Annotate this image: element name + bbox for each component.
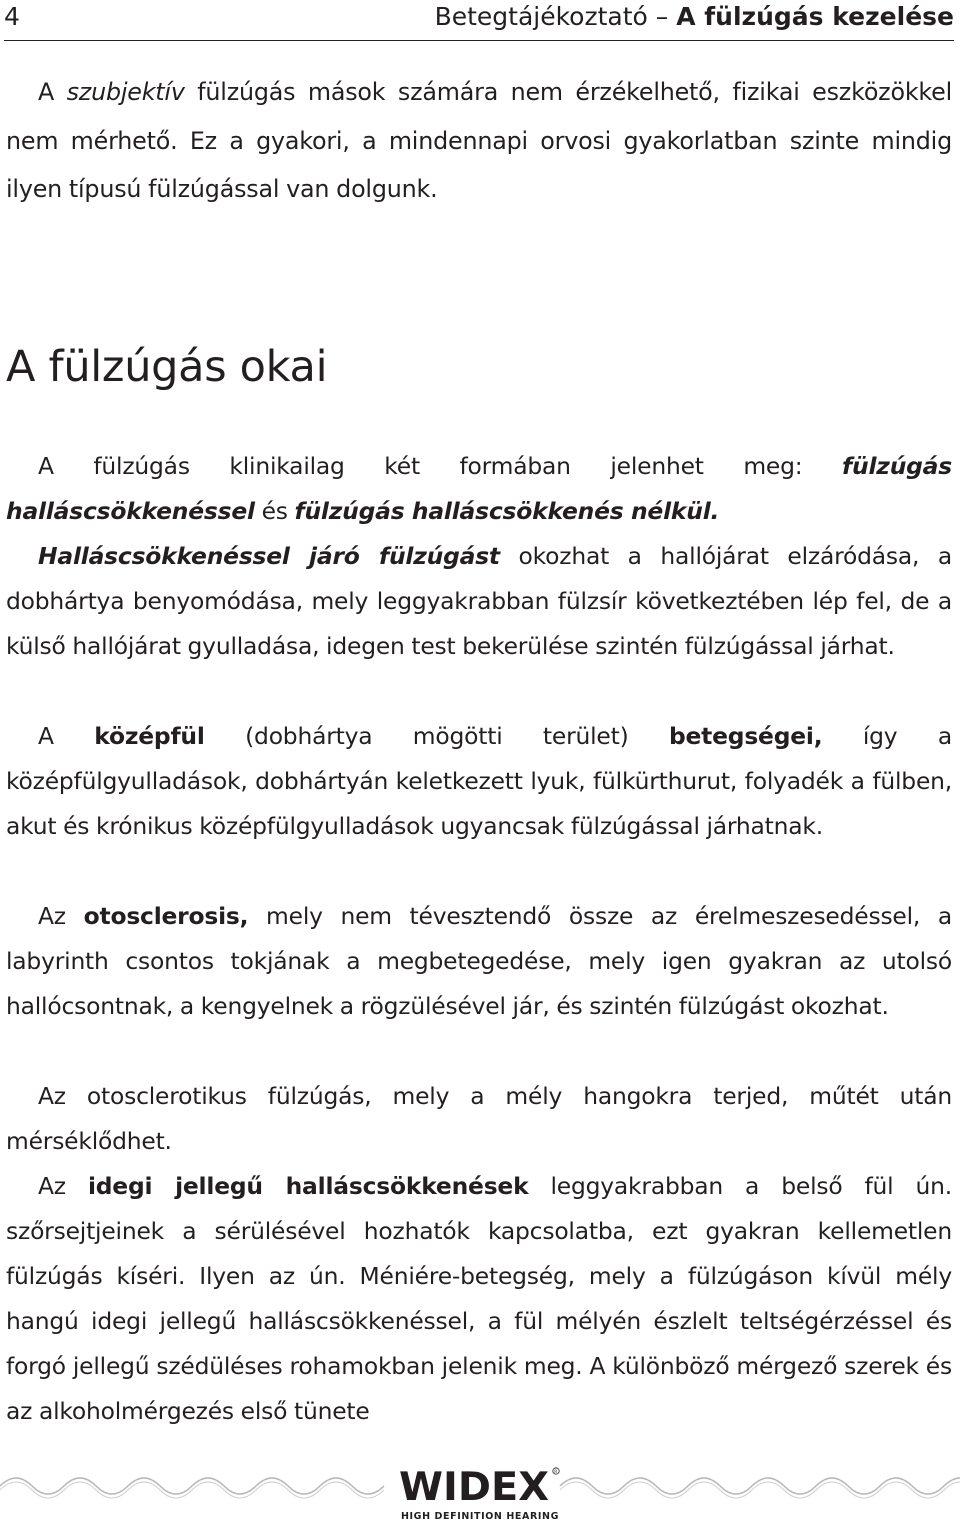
neural-emphasis: idegi jellegű halláscsökkenések <box>87 1172 529 1200</box>
intro-text: A <box>38 78 67 106</box>
brand-tagline: HIGH DEFINITION HEARING <box>401 1511 559 1522</box>
page-footer <box>0 1446 960 1529</box>
otosclerosis-text-2: mely nem tévesztendő össze az érelmeszesedéssel, a labyrinth csontos tokjának a megbetegedése, mely igen gyakran az utolsó hallócsontnak, a kengyelnek a rögzülésével jár, és szintén fülzúgást okozhat. <box>6 902 952 1020</box>
middle-ear-emphasis: középfül <box>94 722 205 750</box>
svg-text:R: R <box>554 1470 558 1475</box>
section-heading: A fülzúgás okai <box>6 342 328 392</box>
intro-text-rest: fülzúgás mások számára nem érzékelhető, fizikai eszközökkel nem mérhető. Ez a gyakori, a mindennapi orvosi gyakorlatban szinte mindig ilyen típusú fülzúgással van dolgunk. <box>6 78 952 203</box>
otosclerotic-paragraph <box>6 1074 952 1164</box>
middle-ear-paragraph <box>6 714 952 849</box>
intro-emphasis: szubjektív <box>66 78 185 106</box>
hearing-loss-text: okozhat a hallójárat elzáródása, a dobhártya benyomódása, mely leggyakrabban fülzsír következtében lép fel, de a külső hallójárat gyulladása, idegen test bekerülése szintén fülzúgással járhat. <box>6 542 952 660</box>
neural-text-2: leggyakrabban a belső fül ún. szőrsejtjeinek a sérülésével hozhatók kapcsolatba, ezt gyakran kellemetlen fülzúgás kíséri. Ilyen az ún. Méniére-betegség, mely a fülzúgáson kívül mély hangú idegi jellegű halláscsökkenéssel, a fül mélyén észlelt teltségérzéssel és forgó jellegű szédüléses rohamokban jelenik meg. A különböző mérgező szerek és az alkoholmérgezés első tünete <box>6 1172 952 1425</box>
neural-text-1: Az <box>38 1172 88 1200</box>
logo-text: WIDEX <box>399 1465 549 1508</box>
running-title-prefix: Betegtájékoztató – <box>434 2 677 31</box>
hearing-loss-paragraph <box>6 534 952 669</box>
middle-ear-text-3: így a középfülgyulladások, dobhártyán keletkezett lyuk, fülkürthurut, folyadék a fülben, akut és krónikus középfülgyulladások ugyancsak fülzúgással járhatnak. <box>6 722 953 840</box>
neural-paragraph <box>6 1164 952 1434</box>
causes-connector: és <box>254 497 295 525</box>
page-number: 4 <box>4 2 20 31</box>
middle-ear-diseases-emphasis: betegségei, <box>668 722 823 750</box>
causes-paragraph <box>6 444 952 534</box>
widex-logo-icon <box>396 1460 564 1508</box>
causes-text: A fülzúgás klinikailag két formában jelenhet meg: <box>38 452 843 480</box>
intro-paragraph <box>6 68 952 214</box>
running-title <box>435 2 954 31</box>
otosclerotic-text: Az otosclerotikus fülzúgás, mely a mély hangokra terjed, műtét után mérséklődhet. <box>6 1082 952 1155</box>
otosclerosis-paragraph <box>6 894 952 1029</box>
causes-emphasis-2: fülzúgás halláscsökkenés nélkül. <box>294 497 720 525</box>
hearing-loss-emphasis: Halláscsökkenéssel járó fülzúgást <box>38 542 500 570</box>
page-header <box>4 0 954 41</box>
otosclerosis-text-1: Az <box>38 902 84 930</box>
middle-ear-text-1: A <box>38 722 95 750</box>
causes-emphasis-1: fülzúgás halláscsökkenéssel <box>6 452 952 525</box>
otosclerosis-emphasis: otosclerosis, <box>83 902 249 930</box>
middle-ear-text-2: (dobhártya mögötti terület) <box>204 722 669 750</box>
running-title-bold: A fülzúgás kezelése <box>676 2 954 31</box>
